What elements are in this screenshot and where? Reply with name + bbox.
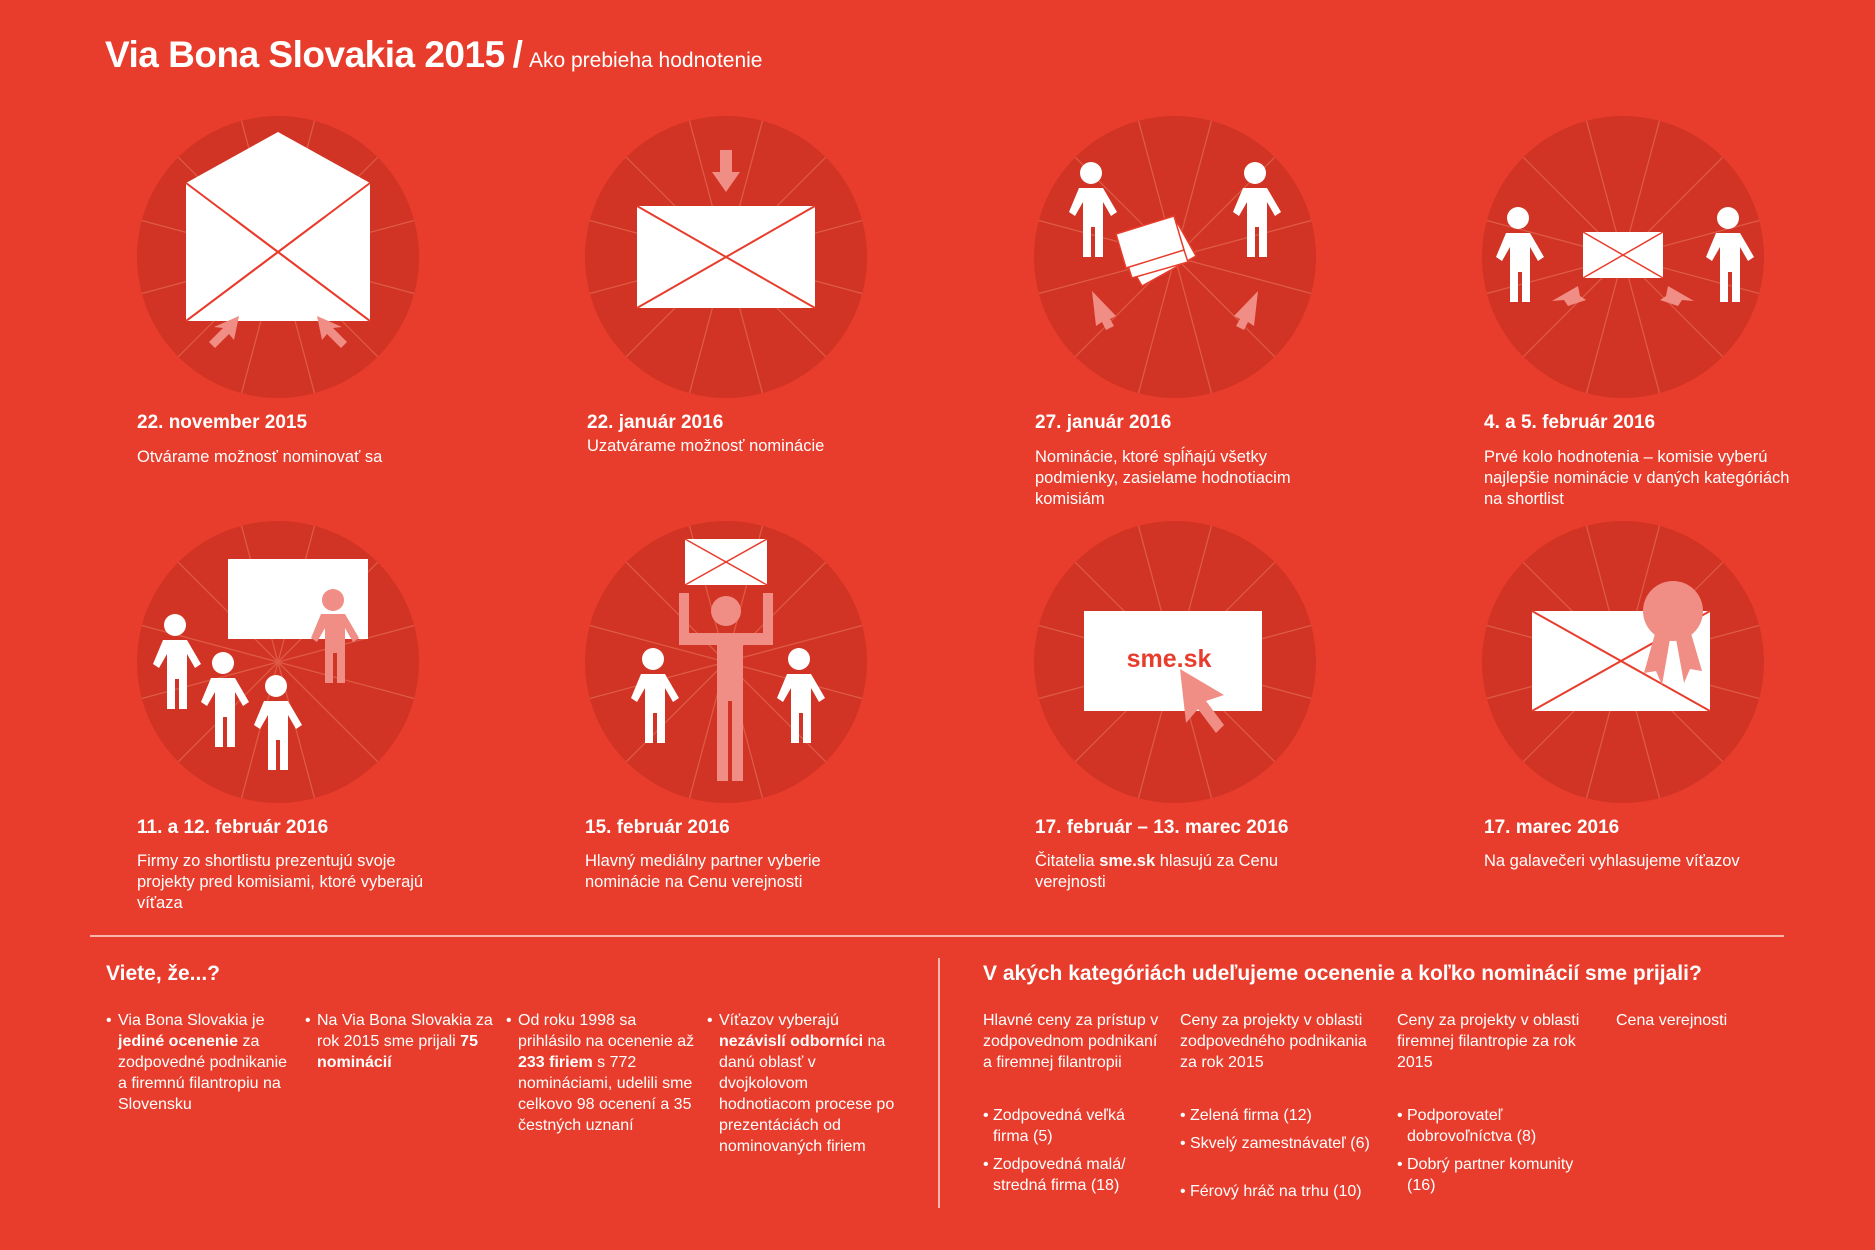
step-1-description: Otvárame možnosť nominovať sa (137, 448, 383, 466)
people-envelope-icon (1482, 116, 1764, 398)
step-5-date: 11. a 12. február 2016 (137, 817, 329, 838)
step-7-date: 17. február – 13. marec 2016 (1035, 817, 1289, 838)
closed-envelope-icon (585, 116, 867, 398)
facts-title: Viete, že...? (106, 962, 220, 985)
step-1-date: 22. november 2015 (137, 412, 308, 433)
step-2-date: 22. január 2016 (587, 412, 724, 433)
media-partner-icon (585, 521, 867, 803)
fact-item: • Via Bona Slovakia je jediné ocenenie za zodpovedné podnikanie a firemnú filantropiu na Slovensku (106, 1010, 298, 1115)
horizontal-divider (90, 935, 1784, 937)
title-separator: / (512, 34, 523, 75)
category-column-head: Ceny za projekty v oblasti firemnej filantropie za rok 2015 (1397, 1012, 1580, 1071)
category-item: • Dobrý partner komunity (16) (1397, 1154, 1577, 1196)
category-column-head: Hlavné ceny za prístup v zodpovednom podnikaní a firemnej filantropii (983, 1012, 1159, 1071)
voting-screen-icon (1034, 521, 1316, 803)
step-7-description: Čitatelia sme.sk hlasujú za Cenu verejnosti (1035, 852, 1279, 891)
category-item: • Podporovateľ dobrovoľníctva (8) (1397, 1105, 1577, 1147)
category-column-head: Ceny za projekty v oblasti zodpovedného podnikania za rok 2015 (1180, 1012, 1367, 1071)
category-item: • Zodpovedná veľká firma (5) (983, 1105, 1153, 1147)
fact-item: • Víťazov vyberajú nezávislí odborníci na danú oblasť v dvojkolovom hodnotiacom procese po prezentáciách od nominovaných firiem (707, 1010, 899, 1157)
step-3-description: Nominácie, ktoré spĺňajú všetky podmienky, zasielame hodnotiacim komisiám (1035, 448, 1291, 508)
category-item: • Zelená firma (12) (1180, 1105, 1380, 1126)
step-4-date: 4. a 5. február 2016 (1484, 412, 1656, 433)
step-3-date: 27. január 2016 (1035, 412, 1172, 433)
category-item: • Skvelý zamestnávateľ (6) (1180, 1133, 1380, 1154)
fact-item: • Na Via Bona Slovakia za rok 2015 sme prijali 75 nominácií (305, 1010, 497, 1073)
category-item: • Férový hráč na trhu (10) (1180, 1181, 1390, 1202)
step-8-description: Na galavečeri vyhlasujeme víťazov (1484, 852, 1740, 870)
step-2-description: Uzatvárame možnosť nominácie (587, 437, 825, 455)
step-8-date: 17. marec 2016 (1484, 817, 1620, 838)
award-envelope-icon (1482, 521, 1764, 803)
presentation-icon (137, 521, 419, 803)
categories-title: V akých kategóriách udeľujeme ocenenie a koľko nominácií sme prijali? (983, 962, 1702, 985)
category-column-head: Cena verejnosti (1616, 1012, 1728, 1029)
page-header (105, 34, 762, 76)
step-4-description: Prvé kolo hodnotenia – komisie vyberú najlepšie nominácie v daných kategóriách na shortlist (1484, 448, 1790, 508)
page-subtitle: Ako prebieha hodnotenie (528, 49, 763, 72)
fact-item: • Od roku 1998 sa prihlásilo na ocenenie až 233 firiem s 772 nomináciami, udelili sme celkovo 98 ocenení a 35 čestných uznaní (506, 1010, 698, 1136)
envelopes-to-people-icon (1034, 116, 1316, 398)
step-6-date: 15. február 2016 (585, 817, 730, 838)
screen-text: sme.sk (1126, 645, 1212, 673)
open-envelope-icon (137, 116, 419, 398)
step-6-description: Hlavný mediálny partner vyberie nominácie na Cenu verejnosti (585, 852, 821, 891)
page-title: Via Bona Slovakia 2015 (105, 34, 505, 75)
vertical-divider (938, 958, 940, 1208)
step-5-description: Firmy zo shortlistu prezentujú svoje projekty pred komisiami, ktoré vyberajú víťaza (137, 852, 424, 912)
category-item: • Zodpovedná malá/ stredná firma (18) (983, 1154, 1153, 1196)
